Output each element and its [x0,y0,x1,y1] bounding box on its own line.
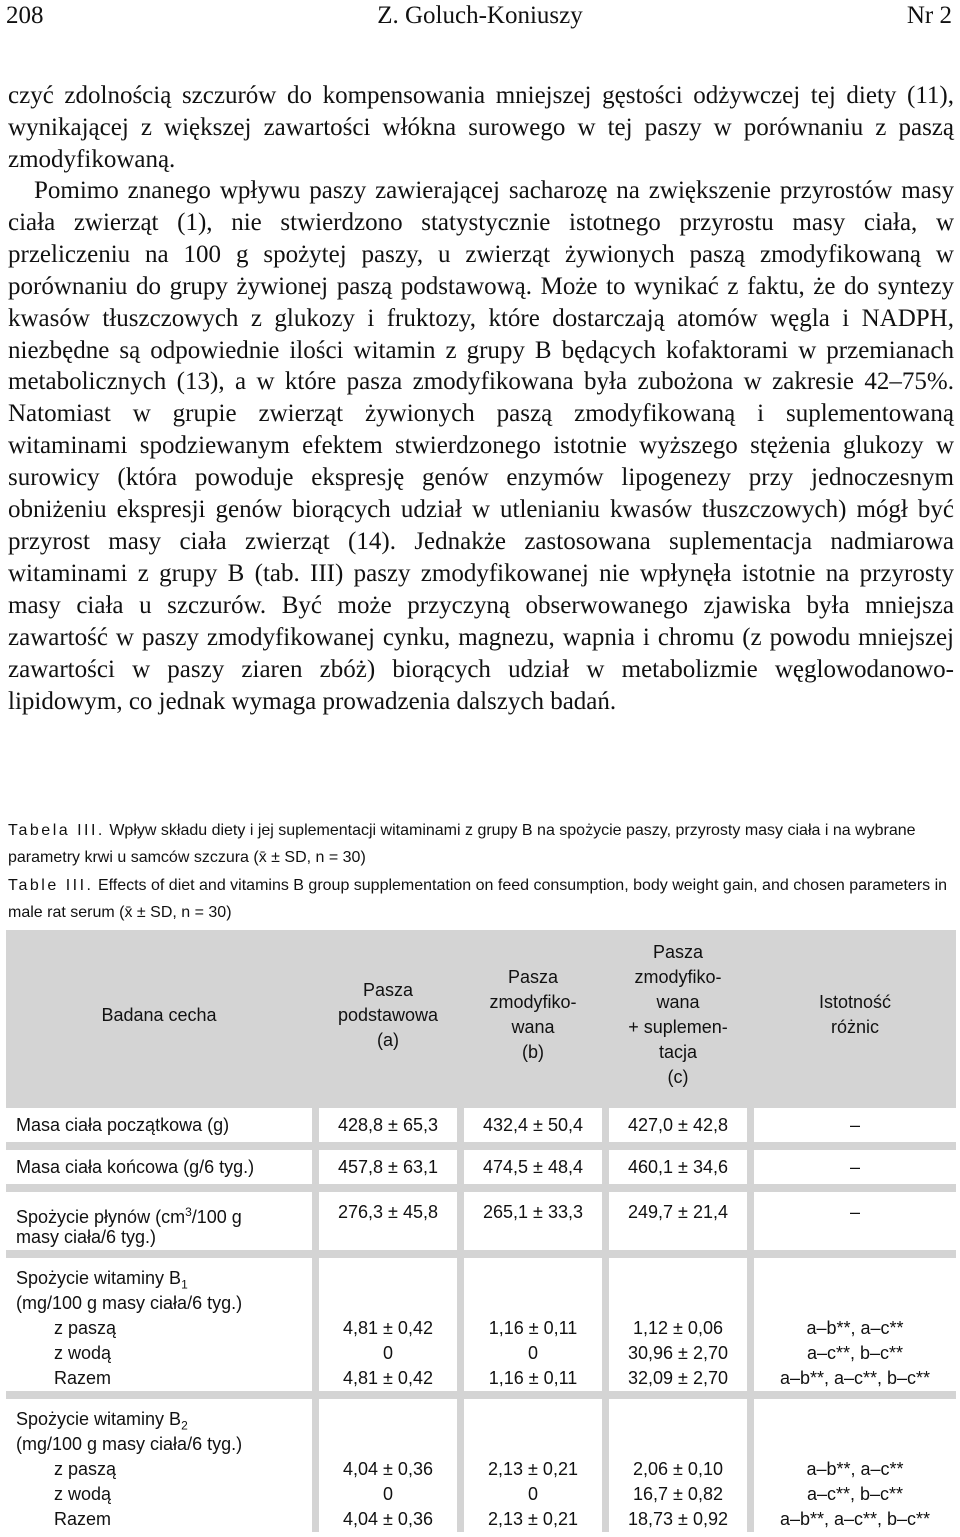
value-b: 1,16 ± 0,11 [488,1368,578,1388]
body-paragraph-1: czyć zdolnością szczurów do kompensowania mniejszej gęstości odżywczej tej diety (11), wynikającej z większej zawartości włókna surowego w tej paszy w porównaniu z paszą zmodyfikowaną. [8,82,954,173]
value-a: 4,04 ± 0,36 [343,1459,433,1479]
header-sig-line: Istotność [818,992,892,1012]
value-c: 1,12 ± 0,06 [633,1318,723,1338]
value-b: 474,5 ± 48,4 [464,1150,602,1184]
sub-label: z paszą [54,1318,117,1338]
row-label [6,1192,312,1250]
value-a: 4,81 ± 0,42 [343,1368,433,1388]
value-c: 16,7 ± 0,82 [633,1484,723,1504]
header-c-line: (c) [667,1067,689,1087]
header-c-line: Pasza [652,942,704,962]
value-c: 18,73 ± 0,92 [628,1509,728,1529]
header-c-line: + suplemen- [628,1017,728,1037]
table-caption-en [8,872,954,926]
value-a: 276,3 ± 45,8 [338,1202,438,1222]
header-a-line: podstawowa [337,1004,439,1025]
running-author: Z. Goluch-Koniuszy [377,2,583,29]
header-a-line: (a) [377,1029,399,1050]
header-c-line: zmodyfiko- [634,967,722,987]
sub-label: z paszą [54,1459,117,1479]
header-col-a [319,930,457,1100]
table-row-vitamin-b2 [6,1399,956,1532]
value-b: 265,1 ± 33,3 [483,1202,583,1222]
header-b-line: wana [511,1017,555,1037]
caption-text-pl: Wpływ składu diety i jej suplementacji witaminami z grupy B na spożycie paszy, przyrosty masy ciała i na wybrane parametry krwi u samców szczura (x̄ ± SD, n = 30) [8,822,916,866]
value-b: 0 [527,1343,538,1363]
row-label [6,1258,312,1391]
value-significance: a–b**, a–c** [806,1459,904,1479]
table-row-fluids [6,1192,956,1250]
header-b-line: Pasza [507,967,559,987]
row-label-line2: (mg/100 g masy ciała/6 tyg.) [16,1434,243,1454]
table-row-final-mass [6,1150,956,1184]
page-number: 208 [6,2,44,29]
row-label-sub: 1 [181,1277,188,1292]
value-c: 32,09 ± 2,70 [628,1368,728,1388]
body-paragraph-2: Pomimo znanego wpływu paszy zawierającej sacharozę na zwiększenie przyrostów masy ciała zwierząt (1), nie stwierdzono statystycznie istotnego przyrostu masy ciała, w przeliczeniu na 100 g spożytej paszy, u zwierząt żywionych paszą zmodyfikowaną w porównaniu do grupy żywionej paszą podstawową. Może to wynikać z faktu, że do syntezy kwasów tłuszczowych z glukozy i fruktozy, które dostarczają atomów węgla i NADPH, niezbędne są odpowiednie ilości witamin z grupy B będących kofaktorami w przemianach metabolicznych (13), a w które pasza zmodyfikowana była zubożona w zakresie 42–75%. Natomiast w grupie zwierząt żywionych paszą zmodyfikowaną i suplementowaną witaminami spodziewanym efektem stwierdzonego istotnie wyższego stężenia glukozy w surowicy (która powoduje ekspresję genów enzymów lipogenezy przy jednoczesnym obniżeniu ekspresji genów biorących udział w utlenianiu kwasów tłuszczowych) mógł być przyrost masy ciała zwierząt (14). Jednakże zastosowana suplementacja nadmiarowa witaminami z grupy B (tab. III) paszy zmodyfikowanej nie wpłynęła istotnie na przyrosty masy ciała u szczurów. Być może przyczyną obserwowanego zjawiska była mniejsza zawartość w paszy zmodyfikowanej cynku, magnezu, wapnia i chromu (z powodu mniejszej zawartości w paszy ziaren zbóż) biorących udział w metabolizmie węglowodanowo-lipidowym, co jednak wymaga prowadzenia dalszych badań. [8,177,954,715]
value-c: 460,1 ± 34,6 [609,1150,747,1184]
header-c-line: wana [656,992,700,1012]
header-feature: Badana cecha [6,930,312,1100]
value-b: 2,13 ± 0,21 [488,1509,578,1529]
value-b: 432,4 ± 50,4 [464,1108,602,1142]
table-header-row [6,930,956,1100]
value-significance: – [754,1108,956,1142]
value-significance: a–c**, b–c** [806,1484,904,1504]
data-table [6,930,956,1532]
caption-label-en: Table III. [8,877,94,894]
value-significance: – [754,1150,956,1184]
header-b-line: (b) [522,1042,544,1062]
caption-text-en: Effects of diet and vitamins B group supplementation on feed consumption, body weight gain, and chosen parameters in male rat serum (x̄ ± SD, n = 30) [8,877,948,921]
value-c: 30,96 ± 2,70 [628,1343,728,1363]
header-significance [754,930,956,1100]
header-col-c [609,930,747,1100]
header-a-line: Pasza [362,979,414,1000]
row-label: Masa ciała początkowa (g) [6,1108,312,1142]
row-label-text: /100 g [191,1207,242,1227]
issue-number: Nr 2 [906,2,952,29]
page-header [0,0,960,34]
header-b-line: zmodyfiko- [489,992,577,1012]
value-c: 249,7 ± 21,4 [628,1202,728,1222]
row-label [6,1399,312,1532]
header-c-line: tacja [658,1042,698,1062]
row-label-text: Spożycie witaminy B [16,1268,182,1288]
table-caption-pl [8,817,954,871]
table-row-initial-mass [6,1108,956,1142]
value-a: 4,81 ± 0,42 [343,1318,433,1338]
value-significance: a–b**, a–c** [806,1318,904,1338]
value-b: 2,13 ± 0,21 [488,1459,578,1479]
sub-label: Razem [54,1368,112,1388]
value-significance: a–b**, a–c**, b–c** [779,1509,931,1529]
row-label-text: Spożycie witaminy B [16,1409,182,1429]
value-c: 2,06 ± 0,10 [633,1459,723,1479]
row-label-text: Spożycie płynów (cm [16,1207,186,1227]
value-a: 0 [382,1484,393,1504]
row-label-line2: masy ciała/6 tyg.) [16,1227,157,1247]
value-a: 4,04 ± 0,36 [343,1509,433,1529]
row-label-sup: 3 [185,1205,192,1219]
header-col-b [464,930,602,1100]
value-significance: a–c**, b–c** [806,1343,904,1363]
sub-label: z wodą [54,1343,112,1363]
value-significance: – [849,1202,860,1222]
value-a: 457,8 ± 63,1 [319,1150,457,1184]
row-label-sub: 2 [181,1418,188,1433]
header-sig-line: różnic [830,1017,879,1037]
sub-label: Razem [54,1509,112,1529]
sub-label: z wodą [54,1484,112,1504]
row-label-line2: (mg/100 g masy ciała/6 tyg.) [16,1293,243,1313]
value-b: 0 [527,1484,538,1504]
value-a: 428,8 ± 65,3 [319,1108,457,1142]
caption-label-pl: Tabela III. [8,822,105,839]
value-a: 0 [382,1343,393,1363]
table-row-vitamin-b1 [6,1258,956,1391]
value-b: 1,16 ± 0,11 [488,1318,578,1338]
value-significance: a–b**, a–c**, b–c** [779,1368,931,1388]
value-c: 427,0 ± 42,8 [609,1108,747,1142]
row-label: Masa ciała końcowa (g/6 tyg.) [6,1150,312,1184]
